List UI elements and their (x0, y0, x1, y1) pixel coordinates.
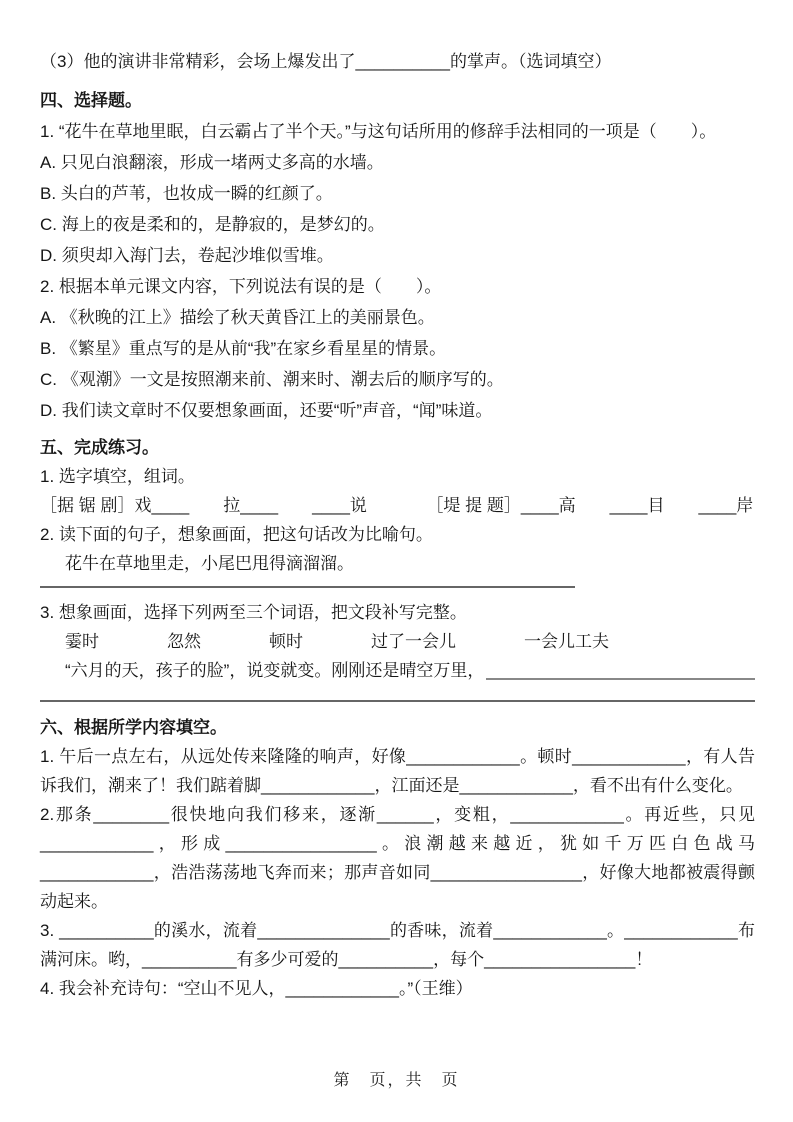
section6-question-4: 4. 我会补充诗句：“空山不见人，____________。”（王维） (40, 979, 473, 998)
section4-question-2: 2. 根据本单元课文内容，下列说法有误的是（ ）。 (40, 277, 442, 296)
section-6-fill-blanks (40, 713, 755, 1003)
section4-q2-option-d: D. 我们读文章时不仅要想象画面，还要“听”声音，“闻”味道。 (40, 401, 493, 420)
section-4-title: 四、选择题。 (40, 91, 142, 110)
section6-question-2: 2.那条________很快地向我们移来，逐渐______，变粗，____________。再近些，只见____________，形成________________。浪潮越来越近，犹如千万匹白色战马____________，浩浩荡荡地飞奔而来；那声音如同________________，好像大地都被震得颤动起来。 (40, 805, 755, 911)
section5-q3-passage: “六月的天，孩子的脸”，说变就变。刚刚还是晴空万里， (65, 661, 485, 680)
section5-q3-passage-row (40, 656, 755, 685)
word-bank-item: 忽然 (167, 632, 201, 651)
answer-line (40, 700, 755, 702)
answer-line (40, 586, 575, 588)
section5-question-3: 3. 想象画面，选择下列两至三个词语，把文段补写完整。 (40, 603, 467, 622)
page-footer: 第 页，共 页 (333, 1072, 460, 1089)
section5-question-1: 1. 选字填空，组词。 (40, 467, 195, 486)
section6-question-3: 3. __________的溪水，流着______________的香味，流着____________。____________布满河床。哟，__________有多少可爱的__________，每个________________！ (40, 921, 755, 969)
fill-in-section-tail (40, 46, 755, 77)
section6-question-1: 1. 午后一点左右，从远处传来隆隆的响声，好像____________。顿时____________，有人告诉我们，潮来了！我们踮着脚____________，江面还是____________，看不出有什么变化。 (40, 747, 755, 795)
section4-q1-option-b: B. 头白的芦苇，也妆成一瞬的红颜了。 (40, 184, 333, 203)
section5-q1-character-choices: ［据 锯 剧］戏____ 拉____ ____说 ［堤 提 题］____高 ____目 ____岸 (40, 496, 754, 515)
section4-question-1: 1. “花牛在草地里眠，白云霸占了半个天。”与这句话所用的修辞手法相同的一项是（ ）。 (40, 122, 717, 141)
blank-line (486, 678, 755, 680)
section-6-title: 六、根据所学内容填空。 (40, 718, 227, 737)
section4-q2-option-c: C. 《观潮》一文是按照潮来前、潮来时、潮去后的顺序写的。 (40, 370, 504, 389)
section5-q2-sentence: 花牛在草地里走，小尾巴甩得滴溜溜。 (65, 554, 354, 573)
word-bank-item: 一会儿工夫 (524, 632, 609, 651)
section4-q1-option-a: A. 只见白浪翻滚，形成一堵两丈多高的水墙。 (40, 153, 384, 172)
word-bank-item: 霎时 (65, 632, 99, 651)
section-4-multiple-choice (40, 85, 755, 426)
section4-q1-option-c: C. 海上的夜是柔和的，是静寂的，是梦幻的。 (40, 215, 385, 234)
section4-q2-option-b: B. 《繁星》重点写的是从前“我”在家乡看星星的情景。 (40, 339, 447, 358)
word-bank-item: 顿时 (269, 632, 303, 651)
fill-item-3: （3）他的演讲非常精彩，会场上爆发出了__________的掌声。（选词填空） (40, 52, 612, 71)
section5-q3-word-bank (40, 627, 755, 656)
section4-q2-option-a: A. 《秋晚的江上》描绘了秋天黄昏江上的美丽景色。 (40, 308, 435, 327)
section-5-exercises (40, 433, 755, 702)
section5-question-2: 2. 读下面的句子，想象画面，把这句话改为比喻句。 (40, 525, 433, 544)
section4-q1-option-d: D. 须臾却入海门去，卷起沙堆似雪堆。 (40, 246, 334, 265)
section-5-title: 五、完成练习。 (40, 438, 159, 457)
word-bank-item: 过了一会儿 (371, 632, 456, 651)
